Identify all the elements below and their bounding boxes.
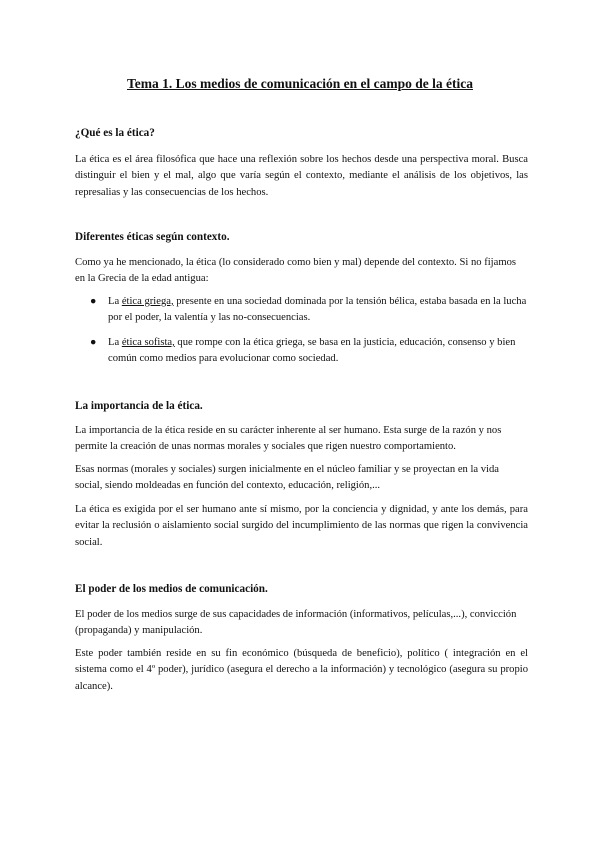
paragraph-importancia-3: La ética es exigida por el ser humano ante sí mismo, por la conciencia y dignidad, y ante los demás, para evitar la reclusión o aislamiento social surgido del incumplimiento de las normas que rigen la convivencia social. [75, 504, 528, 548]
item-prefix: La [108, 337, 122, 348]
heading-que-es-la-etica: ¿Qué es la ética? [75, 127, 155, 139]
paragraph-diferentes-eticas: Como ya he mencionado, la ética (lo considerado como bien y mal) depende del contexto. Si no fijamos en la Grecia de la edad antigua: [75, 257, 516, 285]
paragraph-poder-1: El poder de los medios surge de sus capacidades de información (informativos, películas,...), convicción (propaganda) y manipulación. [75, 609, 517, 637]
heading-diferentes-eticas: Diferentes éticas según contexto. [75, 231, 230, 243]
paragraph-que-es-la-etica: La ética es el área filosófica que hace una reflexión sobre los hechos desde una perspectiva moral. Busca distinguir el bien y el mal, algo que varía según el contexto, mediante el análisis de los objetivos, las represalias y las consecuencias de los hechos. [75, 154, 528, 198]
paragraph-poder-2: Este poder también reside en su fin económico (búsqueda de beneficio), político ( integración en el sistema como el 4º poder), jurídico (asegura el derecho a la información) y tecnológico (asegura su propio alcance). [75, 648, 528, 692]
heading-poder-medios: El poder de los medios de comunicación. [75, 583, 268, 595]
item-prefix: La [108, 296, 122, 307]
list-item-etica-griega [90, 294, 528, 327]
document-title: Tema 1. Los medios de comunicación en el campo de la ética [127, 76, 473, 91]
item-text: que rompe con la ética griega, se basa en la justicia, educación, consenso y bien común como medios para evolucionar como sociedad. [108, 337, 516, 365]
bullet-icon: ● [90, 337, 97, 348]
term-etica-sofista: ética sofista, [121, 337, 175, 348]
heading-importancia-etica: La importancia de la ética. [75, 400, 203, 412]
paragraph-importancia-2: Esas normas (morales y sociales) surgen inicialmente en el núcleo familiar y se proyectan en la vida social, siendo moldeadas en función del contexto, educación, religión,... [75, 464, 499, 492]
bullet-icon: ● [90, 296, 97, 307]
term-etica-griega: ética griega, [121, 296, 174, 307]
list-item-etica-sofista [90, 335, 528, 368]
paragraph-importancia-1: La importancia de la ética reside en su carácter inherente al ser humano. Esta surge de la razón y nos permite la creación de unas normas morales y sociales que rigen nuestro comportamiento. [75, 425, 502, 453]
item-text: presente en una sociedad dominada por la tensión bélica, estaba basada en la lucha por el poder, la valentía y las no-consecuencias. [108, 296, 527, 324]
